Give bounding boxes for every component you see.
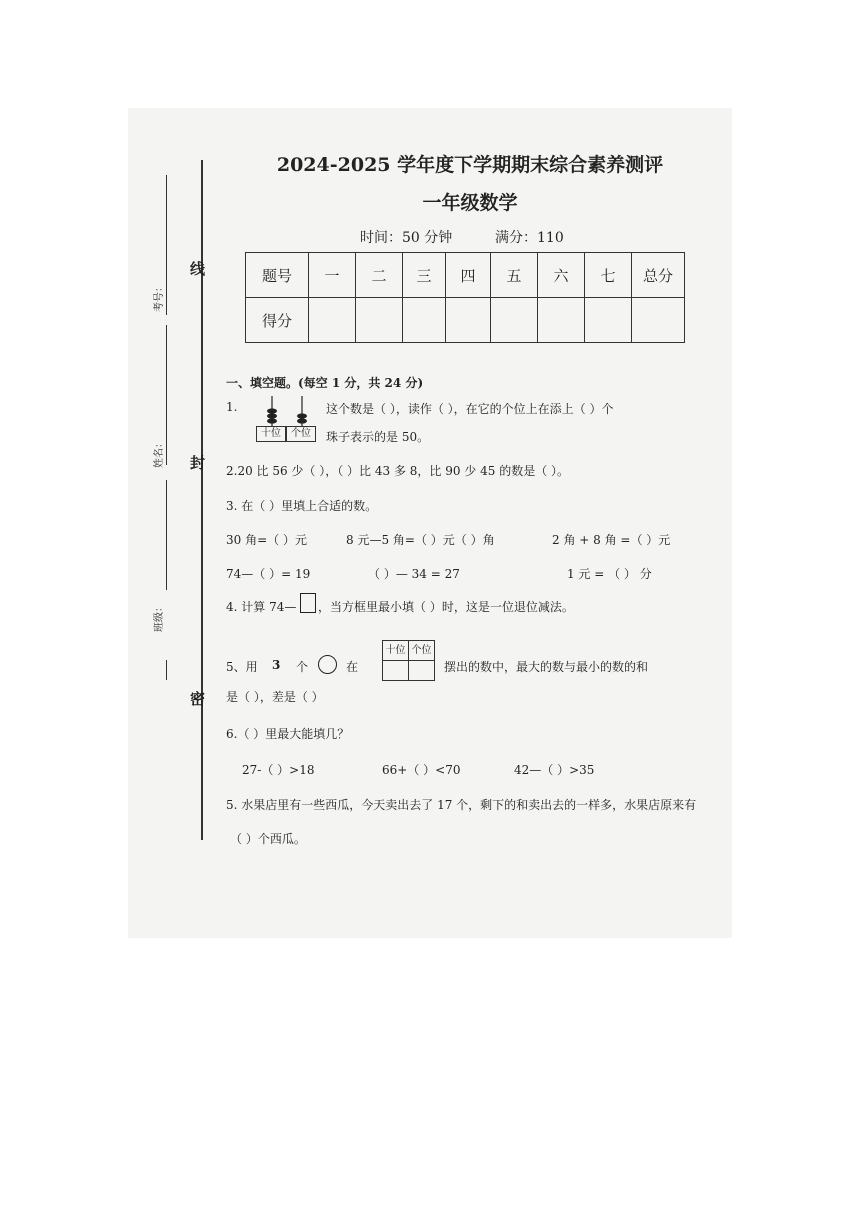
abacus-tens-label: 十位 [256,426,286,442]
binding-line-outer-3 [166,480,167,590]
score-header-cell: 六 [538,253,585,298]
score-row-label: 得分 [246,298,309,343]
question-1-line-2: 珠子表示的是 50。 [326,430,430,444]
question-6-item: 42—（ ）>35 [514,763,595,777]
question-1-number: 1. [226,400,238,414]
score-cell[interactable] [309,298,356,343]
abacus-ones-label: 个位 [286,426,316,442]
score-cell[interactable] [446,298,491,343]
question-5-line-2: 是（ ），差是（ ） [226,690,324,704]
question-6: 6.（ ）里最大能填几？ [226,727,350,741]
question-4-start: 4. 计算 74— [226,600,297,614]
question-7-line-2: （ ）个西瓜。 [230,832,306,846]
question-5-count: 3 [272,658,281,672]
score-cell[interactable] [403,298,446,343]
question-3-item: 74—（ ）= 19 [226,567,311,581]
question-5-end: 摆出的数中，最大的数与最小的数的和 [444,660,649,674]
score-table-score-row [246,298,685,343]
score-cell[interactable] [491,298,538,343]
class-label: 班级： [154,602,165,632]
question-6-item: 66+（ ）<70 [382,763,461,777]
section-heading: 一、填空题。(每空 1 分，共 24 分) [226,376,424,390]
binding-line-outer-4 [166,660,167,680]
exam-number-label: 考号： [154,282,165,312]
binding-seal-label: 封 [190,454,206,472]
score-cell[interactable] [538,298,585,343]
place-ones-cell[interactable] [408,660,435,681]
question-3-item: 8 元—5 角=（ ）元（ ）角 [346,533,495,547]
score-cell[interactable] [585,298,632,343]
question-5-unit: 个 [296,660,309,674]
name-label: 姓名： [154,438,165,468]
exam-subtitle: 一年级数学 [422,192,518,214]
question-3-item: 2 角 + 8 角 =（ ）元 [552,533,671,547]
question-3: 3. 在（ ）里填上合适的数。 [226,499,378,513]
score-header-cell: 一 [309,253,356,298]
question-2: 2.20 比 56 少（ ），（ ）比 43 多 8，比 90 少 45 的数是（ ）。 [226,464,570,478]
time-label: 时间：50 分钟 [360,230,453,246]
score-header-cell: 四 [446,253,491,298]
score-table-header-row [246,253,685,298]
binding-line-label: 线 [190,260,206,278]
score-header-cell: 七 [585,253,632,298]
score-cell[interactable] [632,298,685,343]
question-3-item: （ ）— 34 = 27 [368,567,460,581]
binding-secret-label: 密 [190,690,206,708]
binding-line-outer-1 [166,175,167,315]
score-cell[interactable] [356,298,403,343]
question-3-item: 1 元 = （ ） 分 [567,567,652,581]
circle-icon [318,655,337,674]
binding-line-outer-2 [166,325,167,465]
score-header-cell: 总分 [632,253,685,298]
exam-title: 2024-2025 学年度下学期期末综合素养测评 [276,154,664,176]
question-4-end: ，当方框里最小填（ ）时，这是一位退位减法。 [318,600,574,614]
score-table [245,252,685,343]
score-header-cell: 二 [356,253,403,298]
score-header-cell: 三 [403,253,446,298]
place-ones-header: 个位 [408,640,435,661]
place-tens-cell[interactable] [382,660,409,681]
question-1-line-1: 这个数是（ ），读作（ ），在它的个位上在添上（ ）个 [326,402,614,416]
question-5-at: 在 [346,660,359,674]
question-7-line-1: 5. 水果店里有一些西瓜，今天卖出去了 17 个，剩下的和卖出去的一样多，水果店原来有 [226,798,697,812]
answer-square[interactable] [300,593,316,613]
question-3-item: 30 角=（ ）元 [226,533,307,547]
score-header-cell: 五 [491,253,538,298]
full-score-label: 满分：110 [495,230,564,246]
question-6-item: 27-（ ）>18 [242,763,315,777]
place-tens-header: 十位 [382,640,409,661]
score-header-cell: 题号 [246,253,309,298]
question-5-start: 5、用 [226,660,258,674]
